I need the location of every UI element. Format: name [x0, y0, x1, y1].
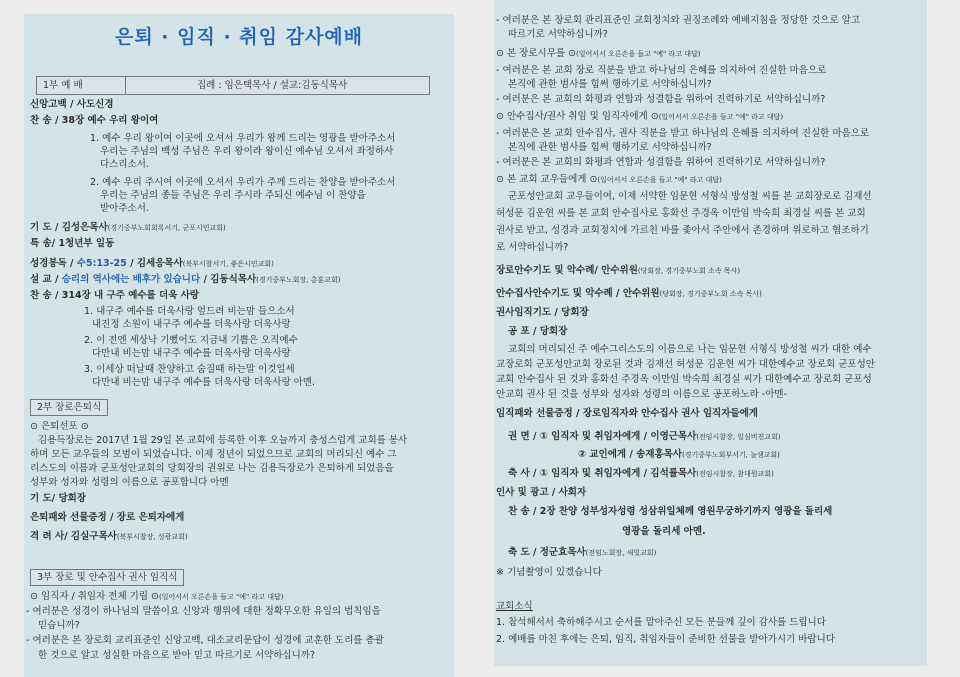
left-program-page: [24, 14, 454, 677]
line-note: (전임시찰장, 일심비전교회): [696, 433, 781, 441]
line-text: 교회소식: [496, 601, 533, 612]
page-title: 은퇴 · 임직 · 취임 감사예배: [114, 26, 364, 48]
right-line: [496, 224, 869, 237]
left-line: [30, 476, 229, 489]
line-text: 신앙고백 / 사도신경: [30, 99, 114, 110]
left-line: [92, 347, 291, 360]
line-text: ⊙ 안수집사/권사 취임 및 임직자에게 ⊙: [496, 111, 659, 122]
line-text: - 여러분은 본 교회의 화평과 연합과 성결함을 위하여 진력하기로 서약하십니까?: [496, 94, 826, 105]
line-note: (전임시찰장, 참대원교회): [696, 470, 774, 478]
right-line: [496, 287, 762, 301]
left-line: [90, 176, 395, 189]
left-line: [38, 649, 315, 662]
line-note: (일어서서 오른손을 들고 "예" 라고 대답): [597, 176, 722, 184]
line-text: 찬 송 / 2장 찬양 성부성자성령 성삼위일체께 영원무궁하기까지 영광을 돌리세: [508, 506, 833, 517]
line-text: - 여러분은 본 교회 장로 직분을 받고 하나님의 은혜를 의지하여 진실한 마음으로: [496, 65, 827, 76]
line-text: 교회 안수집사 된 것과 홍화선 주경옥 이만임 박숙희 최경실 씨가 대한예수교 장로회 군포성: [496, 374, 872, 385]
line-text: 믿습니까?: [38, 620, 80, 631]
line-text: 다만내 비는맘 내구주 예수를 더욱사랑 더욱사랑: [92, 348, 291, 359]
line-text: 기 도 / 김성은목사: [30, 222, 108, 233]
left-line: [30, 530, 188, 544]
line-text: 1. 참석해서서 축하해주시고 순서를 맡아주신 모든 분들께 깊이 감사를 드립니다: [496, 617, 826, 628]
line-text: ※ 기념촬영이 있겠습니다: [496, 567, 602, 578]
right-line: [508, 467, 774, 481]
line-text: 영광을 돌리세 아멘.: [622, 526, 706, 537]
line-text: 군포성안교회 교우들이여, 이제 서약한 임문현 서형식 방성철 씨를 본 교회장로로 김재선: [508, 191, 872, 202]
right-line: [496, 207, 866, 220]
line-text: 리스도의 이름과 군포성안교회의 당회장의 권위로 나는 김용득장로가 은퇴하게 되었음을: [30, 463, 394, 474]
line-text: - 여러분은 본 교회 안수집사, 권사 직분을 받고 하나님의 은혜를 의지하여 진실한 마음으로: [496, 128, 870, 139]
line-text: 2. 예수 우리 주시여 이곳에 오셔서 우리가 주께 드리는 찬양을 받아주소서: [90, 177, 396, 188]
part1-officiants: 집례 : 임은택목사 / 설교:김동식목사: [197, 80, 348, 91]
line-note: (일어서서 오른손을 들고 "예" 라고 대답): [576, 50, 701, 58]
line-text: 인사 및 광고 / 사회자: [496, 487, 587, 498]
right-line: [508, 325, 567, 338]
line-text: - 여러분은 본 교회의 화평과 연합과 성결함을 위하여 진력하기로 서약하십니까?: [496, 157, 826, 168]
line-text: 축 사 / ① 임직자 및 취임자에게 / 김석률목사: [508, 468, 697, 479]
right-line: [508, 505, 832, 518]
line-text: 공 포 / 당회장: [508, 326, 568, 337]
part1-label: 1부 예 배: [37, 77, 126, 94]
line-note: (경기중부노회장, 총훈교회): [256, 276, 341, 284]
left-line: [84, 334, 298, 347]
right-line: [508, 28, 608, 41]
left-line: [84, 305, 295, 318]
left-line: [30, 257, 274, 271]
line-note: (전임노회장, 새빛교회): [585, 549, 657, 557]
line-text: 장로안수기도 및 악수례/ 안수위원: [496, 265, 638, 276]
left-line: [30, 590, 283, 604]
line-text: 권사로 받고, 성경과 교회정치에 가르친 바를 좇아서 주안에서 존경하며 위로하고 협조하기: [496, 225, 869, 236]
right-line: [496, 373, 872, 386]
right-line: [496, 64, 826, 77]
left-line: [30, 98, 114, 111]
left-line: [30, 462, 394, 475]
left-line: [38, 619, 80, 632]
line-text: 본직에 관한 범사를 힘써 행하기로 서약하십니까?: [508, 79, 712, 90]
right-line: [496, 127, 869, 140]
left-line: [38, 434, 407, 447]
right-line: [496, 241, 568, 254]
line-text: 한 것으로 알고 성실한 마음으로 받아 믿고 따르기로 서약하십니까?: [38, 650, 315, 661]
left-line: [30, 221, 226, 235]
right-line: [496, 173, 722, 187]
line-text: 기 도/ 당회장: [30, 493, 86, 504]
left-line: [100, 145, 393, 158]
right-line: [496, 110, 783, 124]
line-text: 성부와 성자와 성령의 이름으로 공포합니다 아멘: [30, 477, 229, 488]
left-line: [100, 189, 366, 202]
line-note: (북부시찰장, 성광교회): [116, 533, 188, 541]
line-text: 설 교 / 승리의 역사에는 배후가 있습니다 / 김동식목사: [30, 274, 257, 285]
right-line: [496, 47, 701, 61]
line-text: - 여러분은 본 장로회 관리표준인 교회정치와 권징조례와 예배지침을 정당한 것으로 알고: [496, 15, 860, 26]
right-line: [496, 264, 740, 278]
left-line: [30, 237, 114, 250]
left-line: [26, 634, 384, 647]
right-line: [496, 566, 602, 579]
right-line: [496, 600, 533, 613]
right-line: [496, 156, 825, 169]
line-note: (일어서서 오른손을 들고 "예" 라고 대답): [658, 113, 784, 121]
line-text: 특 송/ 1청년부 일동: [30, 238, 115, 249]
line-text: 따르기로 서약하십니까?: [508, 29, 608, 40]
line-note: (당회장, 경기중부노회 소속 목사): [637, 267, 741, 275]
line-text: 권사임직기도 / 당회장: [496, 307, 589, 318]
left-line: [92, 376, 315, 389]
line-text: 안교회 권사 된 것을 성부와 성자와 성령의 이름으로 공포하노라 -아멘-: [496, 389, 787, 400]
right-line: [496, 93, 825, 106]
left-line: [30, 492, 86, 505]
line-text: 임직패와 선물증정 / 장로임직자와 안수집사 권사 임직자들에게: [496, 408, 758, 419]
right-line: [508, 343, 872, 356]
line-note: (일어서서 오른손을 들고 "예" 라고 대답): [159, 593, 284, 601]
left-line: [26, 605, 381, 618]
right-line: [496, 486, 586, 499]
line-text: 우리는 주님의 백성 주님은 우리 왕이라 왕이신 예수님 오셔서 좌정하사: [100, 146, 394, 157]
line-text: 2. 이 전엔 세상낙 기뻤어도 지금내 기쁨은 오직예수: [84, 335, 298, 346]
line-text: 내진정 소원이 내구주 예수를 더욱사랑 더욱사랑: [92, 319, 291, 330]
right-line: [496, 388, 787, 401]
right-program-page: [494, 0, 927, 666]
right-line: [622, 525, 706, 538]
line-text: 찬 송 / 38장 예수 우리 왕이여: [30, 115, 159, 126]
line-text: ⊙ 임직자 / 취임자 전체 기립 ⊙: [30, 591, 160, 602]
left-line: [30, 114, 158, 127]
line-text: 3. 이세상 떠날때 찬양하고 숨질때 하는말 이것일세: [84, 364, 295, 375]
left-line: [30, 273, 340, 287]
line-text: 받아주소서.: [100, 203, 149, 214]
right-line: [508, 78, 712, 91]
line-text: 교장로회 군포성안교회 장로된 것과 김재선 허성문 김운현 씨가 대한예수교 장로회 군포성안: [496, 359, 875, 370]
line-text: 권 면 / ① 임직자 및 취임자에게 / 이영근목사: [508, 431, 697, 442]
line-text: 은퇴패와 선물증정 / 장로 은퇴자에게: [30, 512, 185, 523]
right-line: [496, 14, 860, 27]
right-line: [496, 616, 826, 629]
line-text: 허성문 김운현 씨를 본 교회 안수집사로 홍화선 주경옥 이만임 박숙희 최경실 씨를 본 교회: [496, 208, 866, 219]
left-line: [84, 363, 295, 376]
right-line: [496, 306, 589, 319]
line-text: 우리는 주님의 종들 주님은 우리 주시라 주되신 예수님 이 찬양을: [100, 190, 366, 201]
line-note: (북부시찰서기, 좋은시민교회): [182, 260, 274, 268]
line-text: 본직에 관한 범사를 힘써 행하기로 서약하십니까?: [508, 142, 712, 153]
line-text: - 여러분은 성경이 하나님의 말씀이요 신앙과 행위에 대한 정확무오한 유일의 법칙임을: [26, 606, 381, 617]
right-line: [496, 633, 835, 646]
right-line: [508, 141, 712, 154]
left-line: [100, 202, 149, 215]
line-text: 격 려 사/ 김실구목사: [30, 531, 117, 542]
line-text: 찬 송 / 314장 내 구주 예수를 더욱 사랑: [30, 290, 200, 301]
line-text: - 여러분은 본 장로회 교리표준인 신앙고백, 대소교리문답이 성경에 교훈한 도리를 총괄: [26, 635, 384, 646]
right-line: [508, 430, 781, 444]
section-header-box: 3부 장로 및 안수집사 권사 임직식: [30, 569, 184, 586]
line-note: (경기중부노회부서기, 늘샘교회): [682, 451, 780, 459]
right-line: [578, 448, 780, 462]
left-line: [30, 289, 199, 302]
left-line: [90, 132, 395, 145]
line-text: ② 교인에게 / 송재홍목사: [578, 449, 683, 460]
line-text: 다스리소서.: [100, 159, 149, 170]
left-line: [30, 511, 184, 524]
left-line: [30, 448, 397, 461]
line-text: 안수집사안수기도 및 악수례 / 안수위원: [496, 288, 660, 299]
line-text: 1. 예수 우리 왕이여 이곳에 오셔서 우리가 왕께 드리는 영광을 받아주소서: [90, 133, 396, 144]
line-text: ⊙ 본 교회 교우들에게 ⊙: [496, 174, 598, 185]
line-text: ⊙ 본 장로시무를 ⊙: [496, 48, 577, 59]
line-text: 성경봉독 / 수5:13-25 / 김세응목사: [30, 258, 183, 269]
line-note: (경기중부노회회록서기, 군포시민교회): [107, 224, 226, 232]
line-text: 김용득장로는 2017년 1월 29일 본 교회에 등록한 이후 오늘까지 충성스럽게 교회를 봉사: [38, 435, 408, 446]
right-line: [508, 190, 872, 203]
left-line: [100, 158, 149, 171]
line-note: (당회장, 경기중부노회 소속 목사): [659, 290, 762, 298]
section-header-box: 2부 장로은퇴식: [30, 399, 108, 416]
highlighted-text: 수5:13-25: [76, 258, 127, 269]
line-text: 축 도 / 정군효목사: [508, 547, 586, 558]
line-text: 1. 내구주 예수를 더욱사랑 엎드려 비는맘 들으소서: [84, 306, 295, 317]
line-text: 2. 예배를 마친 후에는 은퇴, 임직, 취임자들이 준비한 선물을 받아가시기 바랍니다: [496, 634, 835, 645]
right-line: [496, 407, 758, 420]
left-line: [92, 318, 291, 331]
line-text: 로 서약하십니까?: [496, 242, 569, 253]
left-line: [30, 420, 89, 433]
highlighted-text: 승리의 역사에는 배후가 있습니다: [61, 274, 201, 285]
line-text: 하며 모든 교우들의 모범이 되었습니다. 이제 정년이 되었으므로 교회의 머리되신 예수 그: [30, 449, 397, 460]
line-text: ⊙ 은퇴선포 ⊙: [30, 421, 89, 432]
line-text: 교회의 머리되신 주 예수그리스도의 이름으로 나는 임문현 서형식 방성철 씨가 대한 예수: [508, 344, 872, 355]
right-line: [508, 546, 656, 560]
line-text: 다만내 비는맘 내구주 예수를 더욱사랑 더욱사랑 아멘.: [92, 377, 316, 388]
right-line: [496, 358, 875, 371]
part1-header-box: [36, 76, 430, 95]
